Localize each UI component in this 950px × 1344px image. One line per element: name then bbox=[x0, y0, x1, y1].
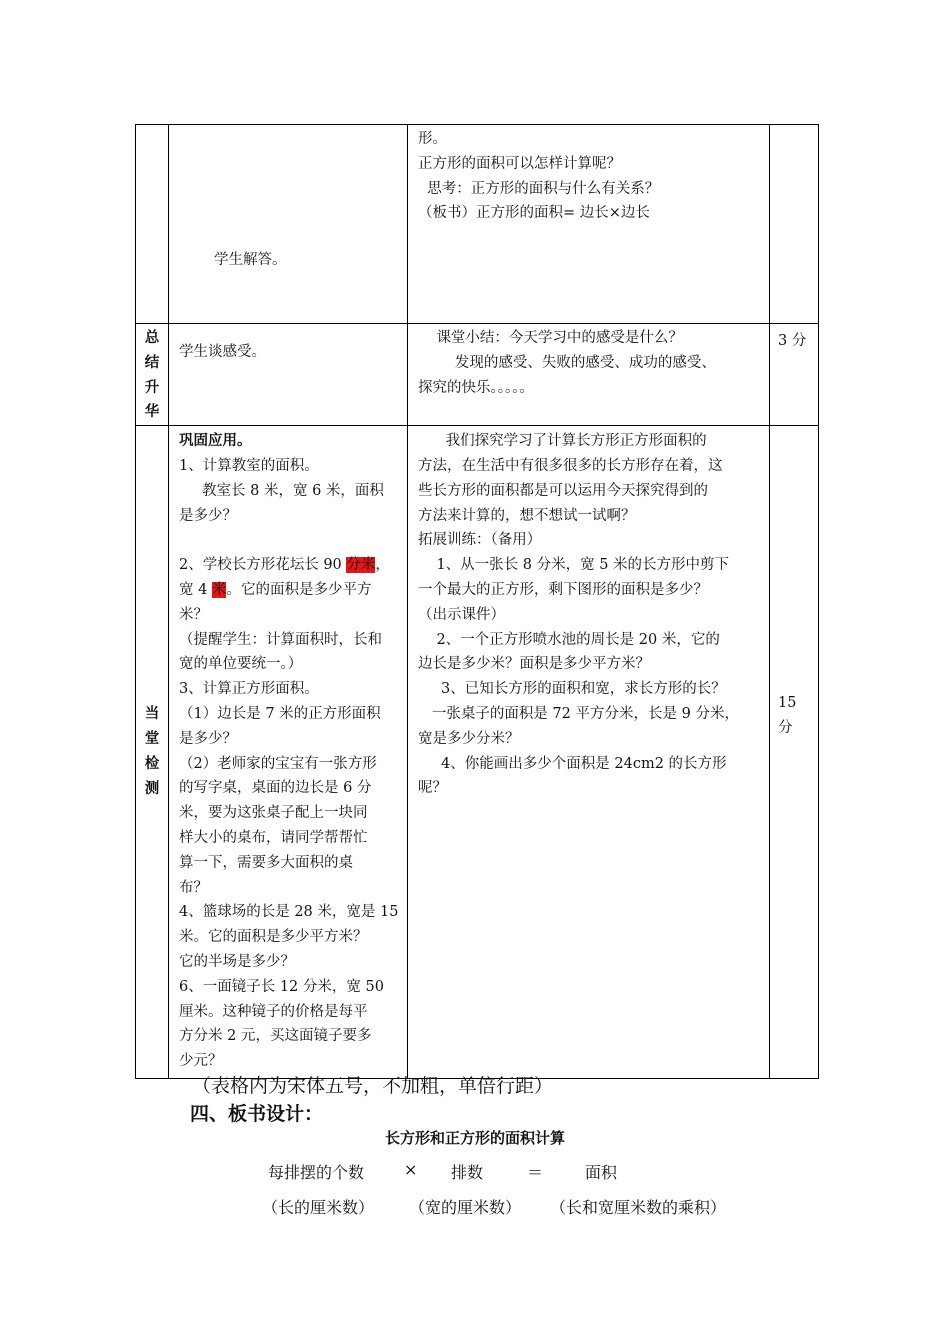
teacher-line: 边长是多少米？面积是多少平方米？ bbox=[418, 656, 650, 673]
teacher-line: 方法来计算的，想不想试一试啊？ bbox=[418, 507, 636, 524]
section-char: 检 bbox=[144, 756, 160, 773]
teacher-activity-cell bbox=[408, 125, 770, 324]
practice-line: 3、计算正方形面积。 bbox=[179, 681, 319, 698]
highlighted-unit: 分米 bbox=[346, 557, 376, 574]
student-activity-cell bbox=[169, 426, 408, 1079]
practice-line: 宽的单位要统一。） bbox=[179, 656, 303, 673]
practice-line: （提醒学生：计算面积时，长和 bbox=[179, 631, 382, 648]
practice-line: 4、篮球场的长是 28 米，宽是 15 bbox=[179, 904, 399, 921]
section-char: 华 bbox=[144, 404, 160, 421]
time-value: 15 bbox=[778, 695, 797, 712]
teacher-activity-cell bbox=[408, 426, 770, 1079]
teacher-line: 方法，在生活中有很多很多的长方形存在着，这 bbox=[418, 457, 723, 474]
practice-line: （2）老师家的宝宝有一张方形 bbox=[179, 755, 377, 772]
board-title: 长方形和正方形的面积计算 bbox=[384, 1129, 565, 1147]
time-cell-empty bbox=[770, 125, 819, 324]
teacher-line: 探究的快乐。。。。。 bbox=[418, 379, 534, 396]
teacher-line: 3、已知长方形的面积和宽，求长方形的长？ bbox=[418, 681, 726, 698]
practice-line: 的写字桌，桌面的边长是 6 分 bbox=[179, 780, 372, 797]
section-char: 升 bbox=[144, 379, 160, 396]
time-unit: 分 bbox=[778, 719, 793, 736]
practice-line bbox=[179, 578, 399, 603]
teacher-line: 些长方形的面积都是可以运用今天探究得到的 bbox=[418, 482, 708, 499]
teacher-line: 拓展训练：（备用） bbox=[418, 532, 542, 549]
unit-product: （长和宽厘米数的乘积） bbox=[550, 1198, 727, 1217]
teacher-line: 呢？ bbox=[418, 780, 447, 797]
formula-equals: ＝ bbox=[527, 1163, 544, 1182]
student-activity-cell bbox=[169, 324, 408, 426]
time-value: 3 分 bbox=[778, 333, 807, 349]
text-fragment: 2、学校长方形花坛长 90 bbox=[179, 557, 347, 574]
text-fragment: 宽 4 bbox=[179, 581, 212, 598]
practice-line: 少元？ bbox=[179, 1053, 223, 1070]
teacher-line: 思考：正方形的面积与什么有关系？ bbox=[418, 180, 660, 197]
formula-term-count: 每排摆的个数 bbox=[268, 1163, 365, 1182]
student-text: 学生谈感受。 bbox=[179, 344, 266, 360]
teacher-line: （板书）正方形的面积= 边长×边长 bbox=[418, 205, 650, 222]
practice-line: 米？ bbox=[179, 606, 208, 623]
section-label-summary bbox=[136, 324, 169, 426]
student-activity-cell bbox=[169, 125, 408, 324]
teacher-line: 正方形的面积可以怎样计算呢？ bbox=[418, 155, 621, 172]
lesson-plan-table bbox=[135, 124, 819, 1079]
practice-line: 米。它的面积是多少平方米？ bbox=[179, 929, 368, 946]
section-char: 堂 bbox=[144, 731, 160, 748]
unit-length: （长的厘米数） bbox=[262, 1198, 375, 1217]
text-fragment: ， bbox=[375, 557, 390, 574]
practice-line: 6、一面镜子长 12 分米，宽 50 bbox=[179, 978, 384, 995]
teacher-line: 发现的感受、失败的感受、成功的感受、 bbox=[418, 354, 716, 371]
time-cell bbox=[770, 324, 819, 426]
practice-line: 算一下，需要多大面积的桌 bbox=[179, 854, 353, 871]
practice-line: 1、计算教室的面积。 bbox=[179, 457, 319, 474]
table-row-summary bbox=[136, 324, 819, 426]
practice-line: 布？ bbox=[179, 879, 208, 896]
section-heading: 四、板书设计： bbox=[190, 1103, 324, 1125]
teacher-line: 一个最大的正方形，剩下图形的面积是多少？ bbox=[418, 581, 708, 598]
practice-line: 米，要为这张桌子配上一块同 bbox=[179, 805, 368, 822]
practice-line: （1）边长是 7 米的正方形面积 bbox=[179, 705, 381, 722]
practice-line bbox=[179, 553, 399, 578]
formula-term-rows: 排数 bbox=[451, 1163, 484, 1182]
practice-heading: 巩固应用。 bbox=[179, 432, 252, 450]
teacher-activity-cell bbox=[408, 324, 770, 426]
teacher-line: 一张桌子的面积是 72 平方分米，长是 9 分米， bbox=[418, 705, 739, 722]
table-format-note: （表格内为宋体五号，不加粗，单倍行距） bbox=[192, 1075, 554, 1097]
practice-line: 方分米 2 元，买这面镜子要多 bbox=[179, 1028, 372, 1045]
teacher-line: 形。 bbox=[418, 131, 447, 147]
section-char: 总 bbox=[144, 330, 160, 346]
formula-times: × bbox=[404, 1160, 418, 1179]
blank-line bbox=[179, 528, 399, 553]
practice-line: 它的半场是多少？ bbox=[179, 953, 295, 970]
section-cell-empty bbox=[136, 125, 169, 324]
section-label-practice bbox=[136, 426, 169, 1079]
teacher-line: 课堂小结：今天学习中的感受是什么？ bbox=[418, 330, 683, 346]
time-cell bbox=[770, 426, 819, 1079]
table-row-explore bbox=[136, 125, 819, 324]
teacher-line: 4、你能画出多少个面积是 24cm2 的长方形 bbox=[418, 755, 727, 772]
teacher-line: 1、从一张长 8 分米，宽 5 米的长方形中剪下 bbox=[418, 557, 730, 574]
formula-term-area: 面积 bbox=[585, 1163, 618, 1182]
text-fragment: 。它的面积是多少平方 bbox=[226, 581, 372, 598]
practice-line: 是多少？ bbox=[179, 730, 237, 747]
highlighted-unit: 米 bbox=[211, 581, 227, 598]
practice-line: 样大小的桌布，请同学帮帮忙 bbox=[179, 829, 368, 846]
teacher-line: （出示课件） bbox=[418, 606, 505, 623]
section-char: 结 bbox=[144, 354, 160, 371]
section-char: 当 bbox=[144, 706, 160, 723]
teacher-line: 我们探究学习了计算长方形正方形面积的 bbox=[418, 433, 707, 450]
teacher-line: 宽是多少分米？ bbox=[418, 730, 520, 747]
table-row-practice bbox=[136, 426, 819, 1079]
practice-line: 厘米。这种镜子的价格是每平 bbox=[179, 1003, 368, 1020]
practice-line: 是多少？ bbox=[179, 507, 237, 524]
student-answer-text: 学生解答。 bbox=[214, 252, 287, 268]
practice-line: 教室长 8 米，宽 6 米，面积 bbox=[179, 482, 384, 499]
section-char: 测 bbox=[144, 780, 160, 797]
unit-width: （宽的厘米数） bbox=[409, 1198, 522, 1217]
teacher-line: 2、一个正方形喷水池的周长是 20 米，它的 bbox=[418, 631, 720, 648]
